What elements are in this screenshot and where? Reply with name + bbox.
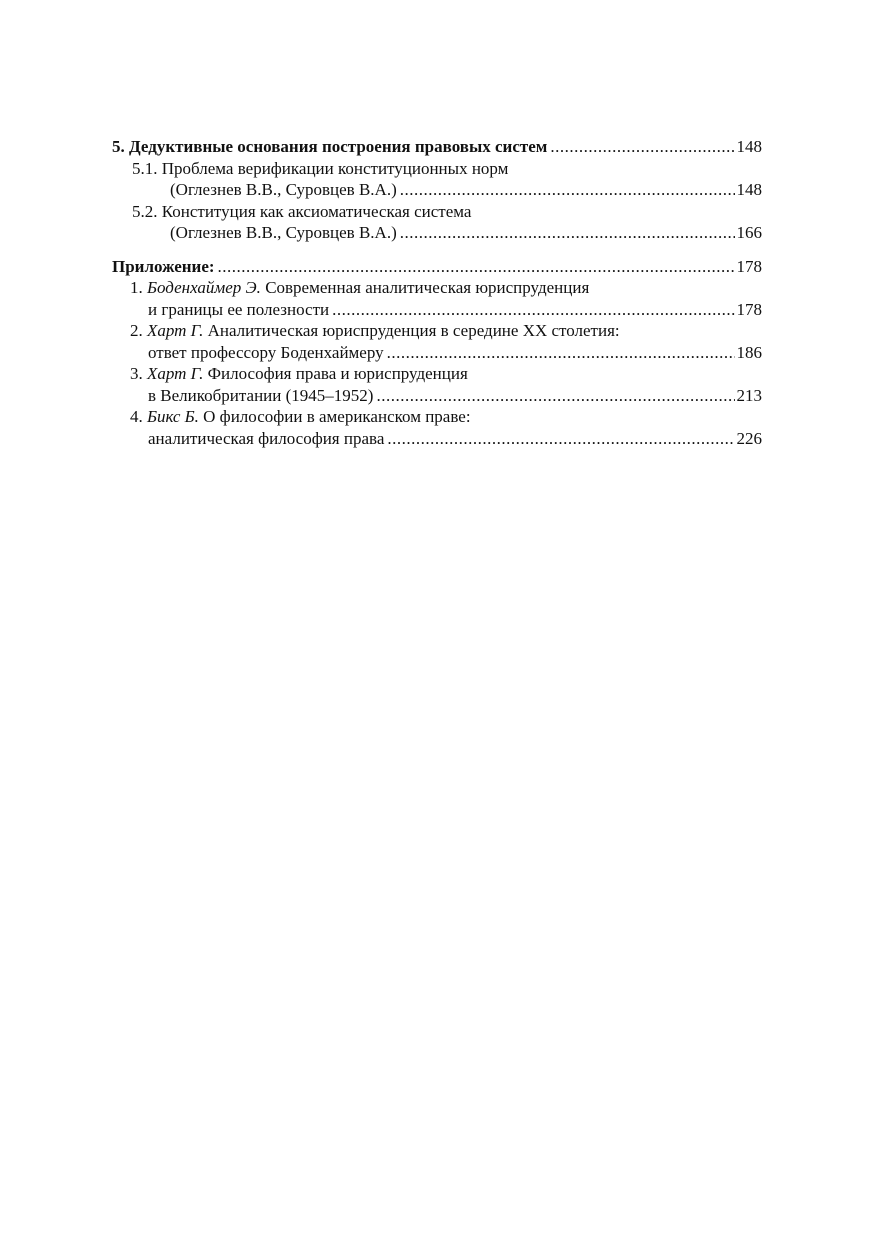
item-number: 1.: [130, 278, 143, 297]
dot-leader: [332, 299, 734, 321]
toc-entry-appendix-1-line2[interactable]: [112, 299, 762, 321]
toc-page-number: 213: [736, 385, 762, 405]
toc-entry-appendix-1-line1[interactable]: [112, 277, 762, 299]
item-title-continued: аналитическая философия права: [148, 428, 385, 448]
toc-entry-title: 5.1. Проблема верификации конституционных норм: [132, 158, 509, 178]
item-title-continued: в Великобритании (1945–1952): [148, 385, 374, 405]
toc-page-number: 178: [736, 299, 762, 319]
item-author: Бикс Б.: [147, 407, 199, 426]
dot-leader: [376, 385, 734, 407]
toc-entry-authors: (Оглезнев В.В., Суровцев В.А.): [170, 223, 397, 242]
item-number: 2.: [130, 321, 143, 340]
section-spacer: [112, 244, 762, 256]
item-author: Харт Г.: [147, 321, 204, 340]
item-number: 3.: [130, 364, 143, 383]
toc-entry-5-1-line2[interactable]: [112, 179, 762, 201]
dot-leader: [550, 136, 734, 158]
dot-leader: [218, 256, 735, 278]
toc-entry-title: [130, 320, 620, 342]
toc-entry-authors: (Оглезнев В.В., Суровцев В.А.): [170, 180, 397, 199]
toc-entry-appendix-4-line2[interactable]: [112, 428, 762, 450]
toc-page-number: 178: [736, 256, 762, 276]
toc-entry-title: 5.2. Конституция как аксиоматическая система: [132, 201, 472, 221]
toc-entry-appendix-2-line1[interactable]: [112, 320, 762, 342]
toc-entry-title: [130, 277, 589, 299]
toc-section-title: 5. Дедуктивные основания построения правовых систем: [112, 137, 548, 156]
toc-entry-appendix-3-line1[interactable]: [112, 363, 762, 385]
toc-entry-appendix-4-line1[interactable]: [112, 406, 762, 428]
toc-entry-5-2-line1[interactable]: [112, 201, 762, 223]
dot-leader: [400, 222, 735, 244]
item-author: Боденхаймер Э.: [147, 278, 261, 297]
item-number: 4.: [130, 407, 143, 426]
toc-entry-section-5[interactable]: [112, 136, 762, 158]
toc-entry-title: [130, 363, 468, 385]
toc-entry-appendix[interactable]: [112, 256, 762, 278]
toc-page-number: 148: [736, 180, 762, 199]
toc-page-number: 186: [736, 342, 762, 362]
item-title-part: О философии в американском праве:: [203, 407, 471, 426]
item-title-continued: ответ профессору Боденхаймеру: [148, 342, 384, 362]
table-of-contents: [112, 136, 762, 449]
dot-leader: [387, 342, 735, 364]
item-title-part: Философия права и юриспруденция: [207, 364, 468, 383]
toc-page-number: 166: [736, 223, 762, 242]
item-author: Харт Г.: [147, 364, 204, 383]
dot-leader: [400, 179, 735, 201]
toc-page-number: 226: [736, 428, 762, 448]
toc-entry-appendix-3-line2[interactable]: [112, 385, 762, 407]
item-title-part: Аналитическая юриспруденция в середине XX столетия:: [207, 321, 620, 340]
item-title-part: Современная аналитическая юриспруденция: [265, 278, 590, 297]
toc-page-number: 148: [736, 137, 762, 156]
toc-entry-title: [130, 406, 471, 428]
toc-entry-5-1-line1[interactable]: [112, 158, 762, 180]
toc-section-title: Приложение:: [112, 256, 215, 276]
toc-entry-5-2-line2[interactable]: [112, 222, 762, 244]
dot-leader: [387, 428, 734, 450]
toc-entry-appendix-2-line2[interactable]: [112, 342, 762, 364]
item-title-continued: и границы ее полезности: [148, 299, 330, 319]
